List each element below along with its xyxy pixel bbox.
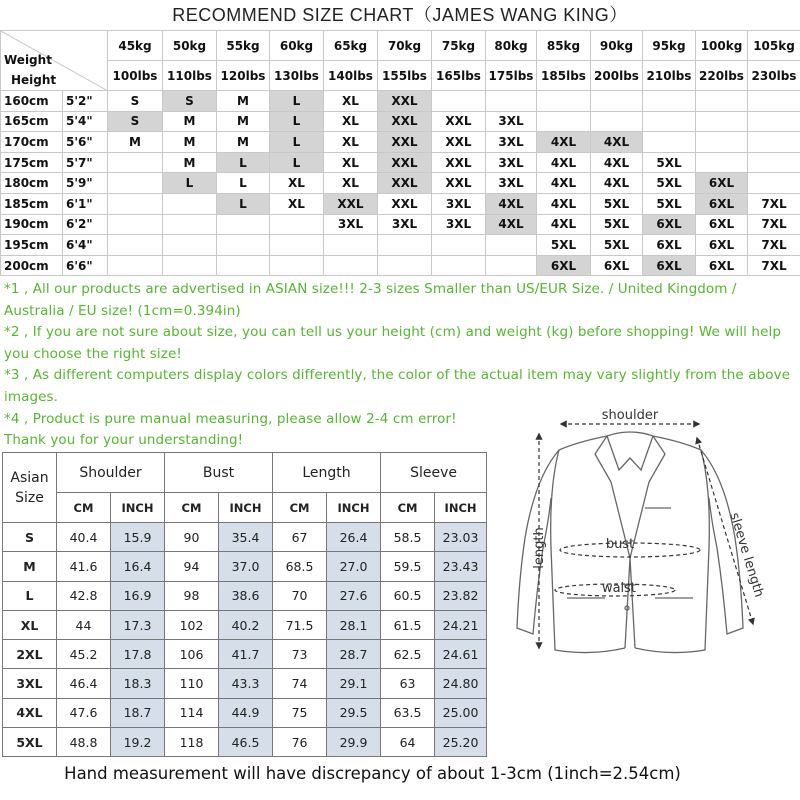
- weight-kg-header: 80kg: [486, 31, 537, 61]
- size-cell: 6XL: [591, 255, 643, 276]
- cm-value: 98: [165, 581, 219, 610]
- inch-value: 44.9: [219, 698, 273, 727]
- size-cell: 4XL: [537, 173, 591, 194]
- size-cell: XL: [324, 152, 378, 173]
- size-cell: 3XL: [432, 214, 486, 235]
- cm-value: 62.5: [381, 640, 435, 669]
- size-cell: [163, 214, 217, 235]
- note-line: Thank you for your understanding!: [4, 432, 244, 449]
- weight-kg-header: 75kg: [432, 31, 486, 61]
- size-cell: XL: [324, 173, 378, 194]
- inch-value: 23.43: [435, 552, 487, 581]
- cm-value: 44: [57, 610, 111, 639]
- size-cell: [324, 235, 378, 256]
- size-cell: 6XL: [643, 235, 696, 256]
- size-cell: 4XL: [486, 193, 537, 214]
- size-cell: 7XL: [748, 235, 800, 256]
- size-cell: [378, 255, 432, 276]
- size-cell: XXL: [378, 193, 432, 214]
- size-cell: 6XL: [643, 255, 696, 276]
- footer-note: Hand measurement will have discrepancy of about 1-3cm (1inch=2.54cm): [64, 764, 681, 783]
- size-cell: [537, 111, 591, 132]
- height-ft: 5'2": [63, 91, 108, 112]
- size-cell: XXL: [432, 173, 486, 194]
- weight-lbs-header: 120lbs: [217, 61, 270, 91]
- size-cell: 3XL: [486, 132, 537, 153]
- size-cell: 6XL: [696, 193, 748, 214]
- inch-value: 24.21: [435, 610, 487, 639]
- height-row: [1, 214, 800, 235]
- size-cell: [432, 91, 486, 112]
- inch-value: 18.7: [111, 698, 165, 727]
- size-cell: S: [108, 91, 163, 112]
- height-cm: 180cm: [1, 173, 63, 194]
- size-cell: L: [270, 91, 324, 112]
- weight-kg-header: 70kg: [378, 31, 432, 61]
- inch-value: 25.00: [435, 698, 487, 727]
- weight-kg-header: 50kg: [163, 31, 217, 61]
- asian-size-header: Asian Size: [3, 453, 57, 523]
- size-cell: L: [270, 132, 324, 153]
- size-cell: XXL: [378, 152, 432, 173]
- height-cm: 195cm: [1, 235, 63, 256]
- cm-value: 68.5: [273, 552, 327, 581]
- shoulder-label: shoulder: [601, 408, 659, 423]
- size-cell: 6XL: [696, 214, 748, 235]
- size-cell: L: [270, 111, 324, 132]
- size-cell: [748, 152, 800, 173]
- size-cell: 6XL: [537, 255, 591, 276]
- cm-value: 48.8: [57, 728, 111, 757]
- size-cell: 5XL: [643, 173, 696, 194]
- size-cell: 5XL: [643, 152, 696, 173]
- size-cell: [696, 91, 748, 112]
- size-cell: [643, 111, 696, 132]
- size-cell: S: [163, 91, 217, 112]
- height-ft: 6'6": [63, 255, 108, 276]
- size-cell: [748, 111, 800, 132]
- weight-kg-header: 95kg: [643, 31, 696, 61]
- size-cell: 3XL: [486, 173, 537, 194]
- measurement-table: [2, 452, 487, 757]
- size-cell: 5XL: [643, 193, 696, 214]
- height-ft: 5'9": [63, 173, 108, 194]
- size-cell: L: [163, 173, 217, 194]
- size-cell: XL: [270, 173, 324, 194]
- cm-value: 110: [165, 669, 219, 698]
- cm-value: 64: [381, 728, 435, 757]
- height-row: [1, 235, 800, 256]
- height-ft: 6'1": [63, 193, 108, 214]
- inch-value: 28.1: [327, 610, 381, 639]
- size-cell: [591, 91, 643, 112]
- weight-lbs-header: 130lbs: [270, 61, 324, 91]
- cm-value: 58.5: [381, 523, 435, 552]
- size-label: 2XL: [3, 640, 57, 669]
- size-cell: [696, 132, 748, 153]
- height-ft: 6'2": [63, 214, 108, 235]
- size-cell: [163, 193, 217, 214]
- cm-value: 45.2: [57, 640, 111, 669]
- measure-row: [3, 640, 487, 669]
- cm-value: 75: [273, 698, 327, 727]
- size-cell: [591, 111, 643, 132]
- size-cell: L: [217, 193, 270, 214]
- weight-lbs-header: 185lbs: [537, 61, 591, 91]
- inch-value: 15.9: [111, 523, 165, 552]
- size-cell: [217, 255, 270, 276]
- size-cell: [486, 235, 537, 256]
- inch-value: 29.5: [327, 698, 381, 727]
- inch-value: 17.8: [111, 640, 165, 669]
- size-cell: 3XL: [378, 214, 432, 235]
- height-cm: 165cm: [1, 111, 63, 132]
- size-cell: 7XL: [748, 193, 800, 214]
- size-cell: [163, 235, 217, 256]
- cm-value: 106: [165, 640, 219, 669]
- size-cell: [486, 255, 537, 276]
- cm-value: 94: [165, 552, 219, 581]
- weight-kg-header: 100kg: [696, 31, 748, 61]
- inch-value: 37.0: [219, 552, 273, 581]
- weight-lbs-header: 230lbs: [748, 61, 800, 91]
- cm-value: 67: [273, 523, 327, 552]
- cm-value: 74: [273, 669, 327, 698]
- height-cm: 185cm: [1, 193, 63, 214]
- weight-lbs-header: 175lbs: [486, 61, 537, 91]
- measure-unit-row: [3, 493, 487, 523]
- size-cell: 6XL: [696, 173, 748, 194]
- measure-row: [3, 610, 487, 639]
- cm-value: 59.5: [381, 552, 435, 581]
- page-title: RECOMMEND SIZE CHART（JAMES WANG KING）: [172, 5, 628, 25]
- size-cell: 6XL: [696, 255, 748, 276]
- weight-kg-header: 90kg: [591, 31, 643, 61]
- size-cell: [163, 255, 217, 276]
- unit-cm-header: CM: [381, 493, 435, 523]
- measure-group-header: Sleeve: [381, 453, 487, 493]
- unit-inch-header: INCH: [435, 493, 487, 523]
- measure-row: [3, 552, 487, 581]
- waist-label: waist: [601, 581, 637, 596]
- height-row: [1, 132, 800, 153]
- height-cm: 170cm: [1, 132, 63, 153]
- size-cell: L: [217, 173, 270, 194]
- size-cell: M: [163, 132, 217, 153]
- size-label: 3XL: [3, 669, 57, 698]
- height-row: [1, 193, 800, 214]
- weight-kg-header: 65kg: [324, 31, 378, 61]
- size-cell: [324, 255, 378, 276]
- inch-value: 29.9: [327, 728, 381, 757]
- size-cell: XL: [324, 111, 378, 132]
- recommend-size-table: [0, 30, 800, 276]
- size-cell: [108, 193, 163, 214]
- sleeve-length-label: sleeve length: [726, 510, 767, 600]
- size-cell: 4XL: [591, 132, 643, 153]
- measure-group-header: Bust: [165, 453, 273, 493]
- cm-value: 71.5: [273, 610, 327, 639]
- inch-value: 24.61: [435, 640, 487, 669]
- inch-value: 40.2: [219, 610, 273, 639]
- weight-lbs-header: 155lbs: [378, 61, 432, 91]
- size-cell: [270, 214, 324, 235]
- inch-value: 35.4: [219, 523, 273, 552]
- inch-value: 23.82: [435, 581, 487, 610]
- note-line: *3 , As different computers display colors differently, the color of the actual item may vary slightly from the above images.: [4, 367, 791, 405]
- height-ft: 5'7": [63, 152, 108, 173]
- inch-value: 43.3: [219, 669, 273, 698]
- size-cell: 4XL: [537, 214, 591, 235]
- size-cell: 4XL: [486, 214, 537, 235]
- weight-kg-row: [1, 31, 800, 61]
- inch-value: 26.4: [327, 523, 381, 552]
- size-cell: 6XL: [643, 214, 696, 235]
- size-label: L: [3, 581, 57, 610]
- size-cell: M: [108, 132, 163, 153]
- weight-label: Weight: [4, 53, 52, 67]
- size-cell: [537, 91, 591, 112]
- note-line: *1 , All our products are advertised in ASIAN size!!! 2-3 sizes Smaller than US/EUR Size. / United Kingdom / Australia / EU size! (1cm=0.394in): [4, 281, 737, 319]
- unit-cm-header: CM: [165, 493, 219, 523]
- height-row: [1, 173, 800, 194]
- unit-cm-header: CM: [273, 493, 327, 523]
- cm-value: 60.5: [381, 581, 435, 610]
- height-label: Height: [11, 73, 57, 87]
- inch-value: 41.7: [219, 640, 273, 669]
- cm-value: 73: [273, 640, 327, 669]
- cm-value: 41.6: [57, 552, 111, 581]
- size-label: S: [3, 523, 57, 552]
- measure-row: [3, 523, 487, 552]
- size-cell: 4XL: [591, 152, 643, 173]
- inch-value: 18.3: [111, 669, 165, 698]
- weight-lbs-header: 165lbs: [432, 61, 486, 91]
- size-cell: XXL: [324, 193, 378, 214]
- measure-group-header: Length: [273, 453, 381, 493]
- size-cell: 7XL: [748, 214, 800, 235]
- weight-lbs-header: 110lbs: [163, 61, 217, 91]
- cm-value: 63: [381, 669, 435, 698]
- size-cell: 3XL: [486, 111, 537, 132]
- weight-lbs-header: 220lbs: [696, 61, 748, 91]
- size-cell: [217, 235, 270, 256]
- size-cell: [748, 132, 800, 153]
- size-cell: XL: [270, 193, 324, 214]
- size-cell: [643, 132, 696, 153]
- height-cm: 175cm: [1, 152, 63, 173]
- measure-row: [3, 669, 487, 698]
- size-cell: [696, 111, 748, 132]
- cm-value: 46.4: [57, 669, 111, 698]
- size-cell: 5XL: [591, 193, 643, 214]
- height-ft: 6'4": [63, 235, 108, 256]
- weight-kg-header: 55kg: [217, 31, 270, 61]
- inch-value: 16.9: [111, 581, 165, 610]
- size-cell: XXL: [432, 111, 486, 132]
- height-ft: 5'6": [63, 132, 108, 153]
- size-cell: 7XL: [748, 255, 800, 276]
- size-cell: 6XL: [696, 235, 748, 256]
- weight-lbs-row: [1, 61, 800, 91]
- weight-kg-header: 60kg: [270, 31, 324, 61]
- note-line: *2 , If you are not sure about size, you can tell us your height (cm) and weight (kg) before shopping! We will help you choose the right size!: [4, 324, 782, 362]
- inch-value: 27.0: [327, 552, 381, 581]
- size-cell: XXL: [432, 152, 486, 173]
- measure-row: [3, 698, 487, 727]
- unit-inch-header: INCH: [111, 493, 165, 523]
- cm-value: 70: [273, 581, 327, 610]
- inch-value: 19.2: [111, 728, 165, 757]
- inch-value: 17.3: [111, 610, 165, 639]
- height-ft: 5'4": [63, 111, 108, 132]
- height-row: [1, 111, 800, 132]
- size-cell: XXL: [378, 173, 432, 194]
- measure-group-header: Shoulder: [57, 453, 165, 493]
- unit-inch-header: INCH: [219, 493, 273, 523]
- size-cell: 5XL: [537, 235, 591, 256]
- cm-value: 114: [165, 698, 219, 727]
- cm-value: 76: [273, 728, 327, 757]
- measure-header-row: [3, 453, 487, 493]
- size-cell: [486, 91, 537, 112]
- weight-lbs-header: 210lbs: [643, 61, 696, 91]
- cm-value: 42.8: [57, 581, 111, 610]
- size-cell: 4XL: [537, 152, 591, 173]
- cm-value: 118: [165, 728, 219, 757]
- size-label: 4XL: [3, 698, 57, 727]
- size-label: M: [3, 552, 57, 581]
- size-cell: [432, 235, 486, 256]
- size-cell: 3XL: [486, 152, 537, 173]
- size-cell: [432, 255, 486, 276]
- cm-value: 102: [165, 610, 219, 639]
- cm-value: 63.5: [381, 698, 435, 727]
- cm-value: 90: [165, 523, 219, 552]
- size-cell: [643, 91, 696, 112]
- weight-height-corner: [1, 31, 108, 91]
- measure-row: [3, 728, 487, 757]
- inch-value: 28.7: [327, 640, 381, 669]
- size-cell: 5XL: [591, 214, 643, 235]
- weight-lbs-header: 100lbs: [108, 61, 163, 91]
- size-label: 5XL: [3, 728, 57, 757]
- weight-kg-header: 45kg: [108, 31, 163, 61]
- measure-row: [3, 581, 487, 610]
- height-cm: 160cm: [1, 91, 63, 112]
- size-cell: XXL: [378, 132, 432, 153]
- size-cell: 4XL: [537, 132, 591, 153]
- cm-value: 47.6: [57, 698, 111, 727]
- size-cell: [108, 214, 163, 235]
- inch-value: 23.03: [435, 523, 487, 552]
- inch-value: 25.20: [435, 728, 487, 757]
- unit-inch-header: INCH: [327, 493, 381, 523]
- inch-value: 46.5: [219, 728, 273, 757]
- size-cell: 5XL: [591, 235, 643, 256]
- inch-value: 16.4: [111, 552, 165, 581]
- size-cell: [378, 235, 432, 256]
- size-cell: L: [217, 152, 270, 173]
- size-cell: [108, 255, 163, 276]
- height-row: [1, 152, 800, 173]
- size-cell: M: [163, 111, 217, 132]
- size-cell: 4XL: [591, 173, 643, 194]
- size-cell: L: [270, 152, 324, 173]
- height-row: [1, 91, 800, 112]
- size-cell: [696, 152, 748, 173]
- size-cell: S: [108, 111, 163, 132]
- size-cell: XXL: [378, 111, 432, 132]
- size-cell: M: [217, 132, 270, 153]
- size-cell: M: [217, 91, 270, 112]
- size-cell: [270, 255, 324, 276]
- size-cell: XL: [324, 91, 378, 112]
- size-cell: XXL: [432, 132, 486, 153]
- size-cell: XL: [324, 132, 378, 153]
- cm-value: 40.4: [57, 523, 111, 552]
- size-cell: M: [217, 111, 270, 132]
- suit-measure-diagram: [505, 398, 790, 666]
- size-cell: XXL: [378, 91, 432, 112]
- weight-lbs-header: 140lbs: [324, 61, 378, 91]
- inch-value: 38.6: [219, 581, 273, 610]
- cm-value: 61.5: [381, 610, 435, 639]
- weight-lbs-header: 200lbs: [591, 61, 643, 91]
- height-row: [1, 255, 800, 276]
- size-cell: [748, 173, 800, 194]
- weight-kg-header: 105kg: [748, 31, 800, 61]
- bust-label: bust: [605, 537, 635, 552]
- size-cell: [270, 235, 324, 256]
- height-cm: 190cm: [1, 214, 63, 235]
- unit-cm-header: CM: [57, 493, 111, 523]
- size-cell: M: [163, 152, 217, 173]
- note-line: *4 , Product is pure manual measuring, please allow 2-4 cm error!: [4, 410, 457, 427]
- size-cell: [217, 214, 270, 235]
- size-cell: [108, 235, 163, 256]
- inch-value: 24.80: [435, 669, 487, 698]
- size-cell: 3XL: [432, 193, 486, 214]
- size-cell: 3XL: [324, 214, 378, 235]
- inch-value: 27.6: [327, 581, 381, 610]
- inch-value: 29.1: [327, 669, 381, 698]
- size-cell: [748, 91, 800, 112]
- size-label: XL: [3, 610, 57, 639]
- weight-kg-header: 85kg: [537, 31, 591, 61]
- length-label: length: [532, 527, 547, 569]
- size-cell: 4XL: [537, 193, 591, 214]
- height-cm: 200cm: [1, 255, 63, 276]
- size-cell: [108, 173, 163, 194]
- size-cell: [108, 152, 163, 173]
